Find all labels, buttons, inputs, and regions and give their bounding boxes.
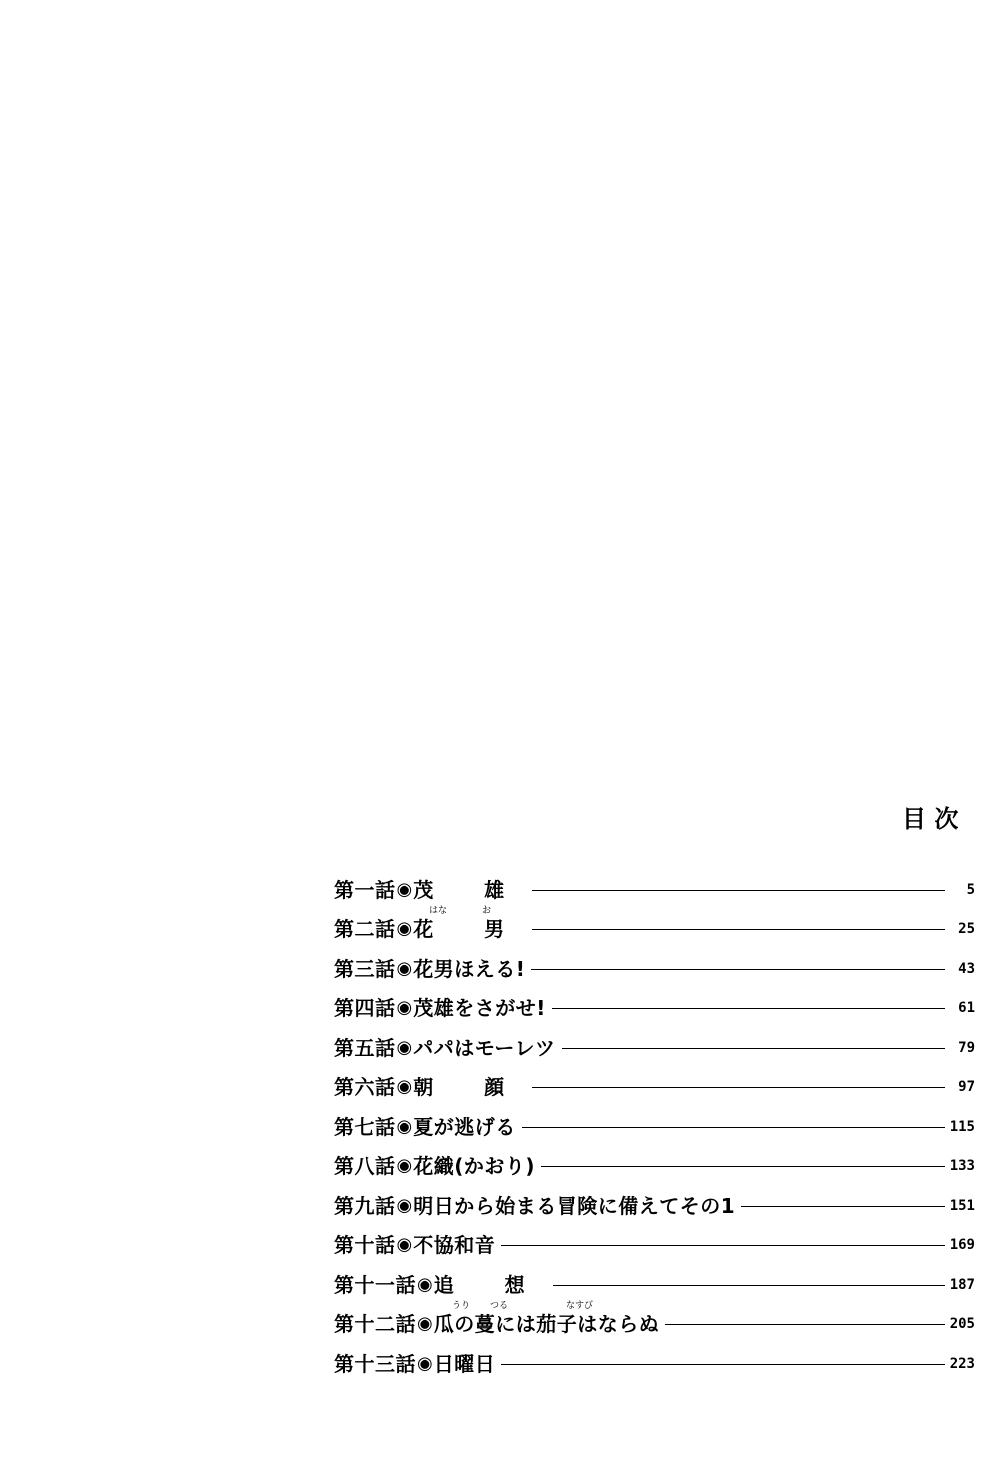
bullseye-separator-icon: ◉ — [396, 1076, 413, 1097]
page-number: 97 — [958, 1079, 975, 1095]
bullseye-separator-icon: ◉ — [396, 1194, 413, 1216]
furigana: お — [482, 905, 492, 916]
episode-title: 花 男 — [413, 917, 527, 941]
toc-entry[interactable] — [334, 947, 975, 987]
dot-leader — [532, 890, 945, 891]
episode-number: 第四話 — [334, 996, 396, 1020]
furigana: つる — [490, 1300, 509, 1311]
toc-entry[interactable] — [334, 868, 975, 908]
episode-number: 第三話 — [334, 956, 396, 981]
dot-leader — [501, 1364, 945, 1365]
episode-number: 第七話 — [334, 1114, 396, 1139]
page-number: 115 — [949, 1118, 975, 1135]
toc-entry[interactable] — [334, 987, 975, 1027]
page-number: 133 — [949, 1158, 975, 1174]
toc-entry[interactable] — [334, 1066, 975, 1106]
episode-number: 第十二話 — [334, 1312, 416, 1336]
bullseye-separator-icon: ◉ — [396, 997, 413, 1018]
episode-title: 明日から始まる冒険に備えてその1 — [413, 1193, 736, 1218]
bullseye-separator-icon: ◉ — [396, 878, 413, 900]
dot-leader — [553, 1285, 945, 1286]
bullseye-separator-icon: ◉ — [396, 957, 413, 979]
dot-leader — [532, 929, 945, 930]
page-number: 205 — [949, 1316, 975, 1332]
episode-number: 第八話 — [334, 1154, 396, 1178]
dot-leader — [541, 1166, 945, 1167]
bullseye-separator-icon: ◉ — [396, 918, 413, 939]
bullseye-separator-icon: ◉ — [417, 1352, 433, 1374]
episode-title: 日曜日 — [433, 1351, 496, 1376]
episode-number: 第六話 — [334, 1075, 396, 1099]
episode-title: 朝 顔 — [413, 1075, 527, 1099]
furigana: なすび — [566, 1300, 594, 1311]
episode-number: 第九話 — [334, 1193, 396, 1218]
episode-title: パパはモーレツ — [413, 1035, 556, 1060]
page-number: 61 — [958, 1000, 975, 1016]
episode-title: 追 想 — [433, 1272, 547, 1297]
episode-number: 第十話 — [334, 1233, 396, 1257]
episode-title: 花織(かおり) — [413, 1154, 535, 1178]
bullseye-separator-icon: ◉ — [417, 1313, 433, 1334]
episode-title: 茂雄をさがせ! — [413, 996, 546, 1020]
bullseye-separator-icon: ◉ — [396, 1234, 413, 1255]
dot-leader — [532, 1087, 945, 1088]
dot-leader — [741, 1206, 945, 1207]
page-number: 79 — [958, 1039, 975, 1056]
page-number: 5 — [966, 881, 975, 898]
episode-title: 不協和音 — [413, 1233, 496, 1257]
furigana: はな — [429, 905, 448, 916]
dot-leader — [562, 1048, 945, 1049]
page-number: 187 — [949, 1276, 975, 1293]
episode-title: 茂 雄 — [413, 877, 527, 902]
page-number: 151 — [949, 1197, 975, 1214]
dot-leader — [531, 969, 945, 970]
toc-entry[interactable] — [334, 1300, 975, 1343]
page-number: 43 — [958, 960, 975, 977]
toc-entry[interactable] — [334, 1263, 975, 1303]
toc-entry[interactable] — [334, 1184, 975, 1224]
bullseye-separator-icon: ◉ — [396, 1155, 413, 1176]
dot-leader — [501, 1245, 945, 1246]
episode-title: 夏が逃げる — [413, 1114, 516, 1139]
episode-number: 第十一話 — [334, 1272, 416, 1297]
episode-title: 花男ほえる! — [413, 956, 526, 981]
toc-list — [334, 868, 975, 1382]
toc-entry[interactable] — [334, 1342, 975, 1382]
toc-heading: 目 次 — [902, 804, 959, 833]
page-number: 169 — [949, 1237, 975, 1253]
episode-number: 第二話 — [334, 917, 396, 941]
toc-entry[interactable] — [334, 1026, 975, 1066]
bullseye-separator-icon: ◉ — [417, 1273, 433, 1295]
toc-entry[interactable] — [334, 1105, 975, 1145]
dot-leader — [552, 1008, 945, 1009]
furigana: うり — [452, 1300, 471, 1311]
toc-entry[interactable] — [334, 905, 975, 948]
bullseye-separator-icon: ◉ — [396, 1036, 413, 1058]
page-number: 223 — [949, 1355, 975, 1372]
bullseye-separator-icon: ◉ — [396, 1115, 413, 1137]
toc-entry[interactable] — [334, 1224, 975, 1264]
episode-title: 瓜の蔓には茄子はならぬ — [433, 1312, 660, 1336]
toc-entry[interactable] — [334, 1145, 975, 1185]
episode-number: 第十三話 — [334, 1351, 416, 1376]
dot-leader — [522, 1127, 945, 1128]
dot-leader — [665, 1324, 945, 1325]
page-number: 25 — [958, 921, 975, 937]
episode-number: 第一話 — [334, 877, 396, 902]
episode-number: 第五話 — [334, 1035, 396, 1060]
